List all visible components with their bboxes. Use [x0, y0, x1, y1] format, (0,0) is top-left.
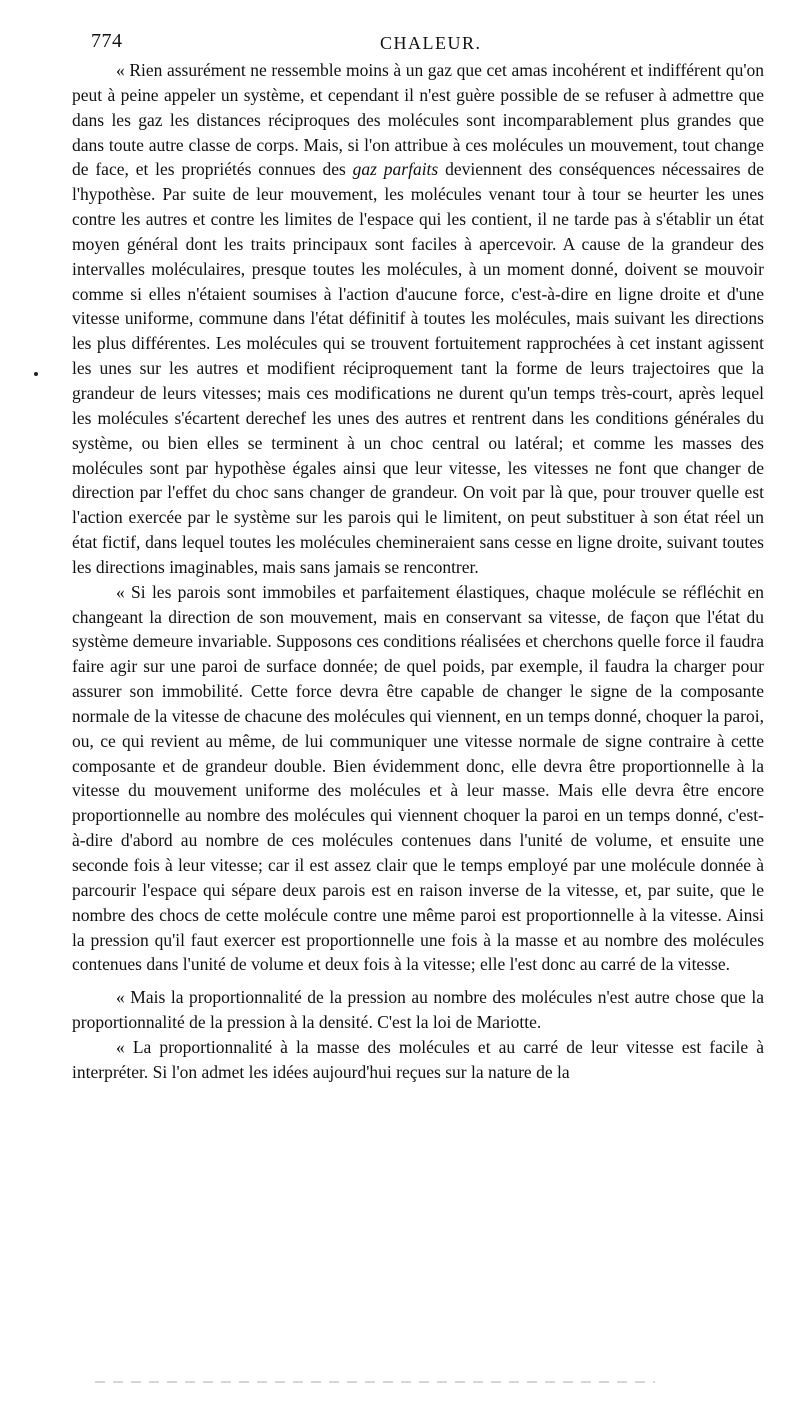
scan-artifact-line	[95, 1381, 655, 1383]
page-number: 774	[91, 30, 123, 52]
paragraph-3: « Mais la proportionnalité de la pression au nombre des molécules n'est autre chose que la proportionnalité de la pression à la densité. C'est la loi de Mariotte.	[72, 987, 764, 1033]
paragraph-1	[72, 58, 764, 580]
paragraph-1-text-start: « Rien assurément ne ressemble moins à un gaz que cet amas incohérent et indifférent qu'on peut à peine appeler un système, et cependant il n'est guère possible de se refuser à admettre que dans les gaz les distances réciproques des molécules sont incomparablement plus grandes que dans toute autre classe de corps. Mais, si l'on attribue à ces molécules un mouvement, tout change de face, et les propriétés connues des	[72, 60, 764, 180]
running-head: CHALEUR.	[380, 33, 482, 53]
paragraph-2: « Si les parois sont immobiles et parfaitement élastiques, chaque molécule se réfléchit en changeant la direction de son mouvement, mais en conservant sa vitesse, de façon que l'état du système demeure invariable. Supposons ces conditions réalisées et cherchons quelle force il faudra faire agir sur une paroi de surface donnée; de quel poids, par exemple, il faudra la charger pour assurer son immobilité. Cette force devra être capable de changer le signe de la composante normale de la vitesse de chacune des molécules qui viennent, en un temps donné, choquer la paroi, ou, ce qui revient au même, de lui communiquer une vitesse normale de signe contraire à cette composante et de grandeur double. Bien évidemment donc, elle devra être proportionnelle à la vitesse du mouvement uniforme des molécules et à leur masse. Mais elle devra être encore proportionnelle au nombre des molécules qui viennent choquer la paroi en un temps donné, c'est-à-dire d'abord au nombre de ces molécules contenues dans l'unité de volume, et ensuite une seconde fois à leur vitesse; car il est assez clair que le temps employé par une molécule donnée à parcourir l'espace qui sépare deux parois est en raison inverse de la vitesse, et, par suite, que le nombre des chocs de cette molécule contre une même paroi est proportionnelle à la vitesse. Ainsi la pression qu'il faut exercer est proportionnelle une fois à la masse et au nombre des molécules contenues dans l'unité de volume et deux fois à la vitesse; elle l'est donc au carré de la vitesse.	[72, 581, 764, 975]
paragraph-4: « La proportionnalité à la masse des molécules et au carré de leur vitesse est facile à interpréter. Si l'on admet les idées aujourd'hui reçues sur la nature de la	[72, 1036, 764, 1082]
margin-mark	[34, 372, 38, 376]
paragraph-1-emphasis: gaz parfaits	[352, 159, 439, 180]
paragraph-1-text-end: deviennent des conséquences nécessaires de l'hypothèse. Par suite de leur mouvement, les molécules venant tour à tour se heurter les unes contre les autres et contre les limites de l'espace qui les contient, il ne tarde pas à s'établir un état moyen général dont les traits principaux sont faciles à apercevoir. A cause de la grandeur des intervalles moléculaires, presque toutes les molécules, à un moment donné, doivent se mouvoir comme si elles n'étaient soumises à l'action d'aucune force, c'est-à-dire en ligne droite et d'une vitesse uniforme, commune dans l'état définitif à toutes les molécules, mais suivant les directions les plus différentes. Les molécules qui se trouvent fortuitement rapprochées à cet instant agissent les unes sur les autres et modifient réciproquement tant la forme de leurs trajectoires que la grandeur de leurs vitesses; mais ces modifications ne durent qu'un temps très-court, après lequel les molécules s'écartent derechef les unes des autres et rentrent dans les conditions générales du système, ou bien elles se terminent à un choc central ou latéral; et comme les masses des molécules sont par hypothèse égales ainsi que leur vitesse, les vitesses ne font que changer de direction par l'effet du choc sans changer de grandeur. On voit par là que, pour trouver quelle est l'action exercée par le système sur les parois qui le limitent, on peut substituer à son état réel un état fictif, dans lequel toutes les molécules chemineraient sans cesse en ligne droite, suivant toutes les directions imaginables, mais sans jamais se rencontrer.	[72, 159, 764, 577]
body-text	[72, 58, 764, 1085]
